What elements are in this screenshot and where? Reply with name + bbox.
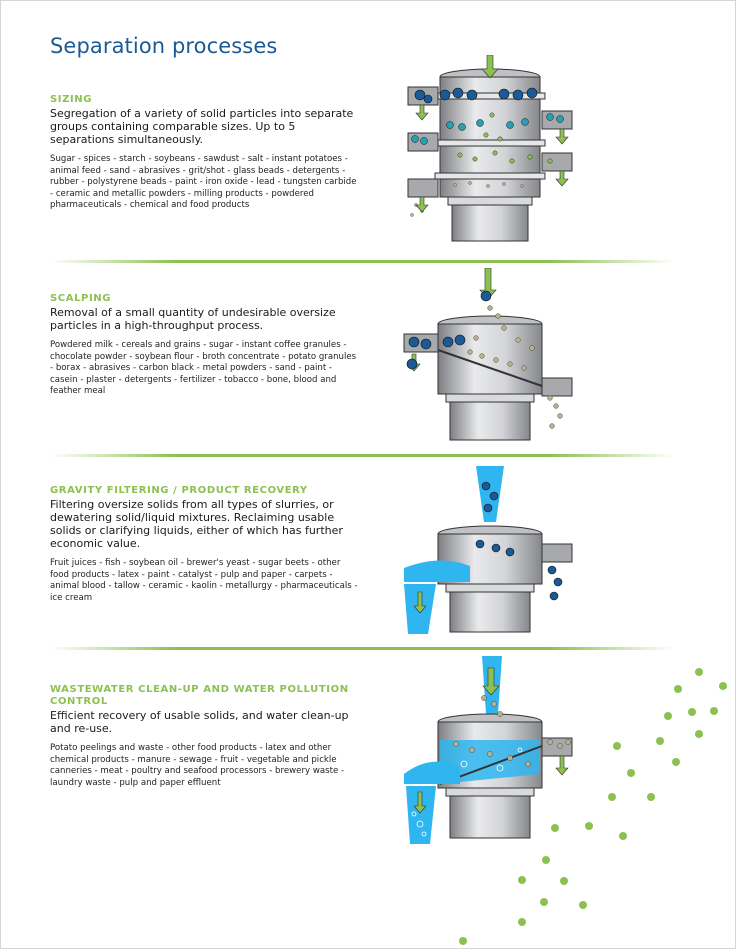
page-title: Separation processes — [50, 34, 278, 58]
section-description: Filtering oversize solids from all types of slurries, or dewatering solid/liquid mixtures. Reclaiming usable solids or clarifying liquids, either of which has further economic value. — [50, 498, 343, 550]
section-heading: GRAVITY FILTERING / PRODUCT RECOVERY — [50, 485, 308, 496]
section-applications: Powdered milk - cereals and grains - sugar - instant coffee granules - chocolate powder - soybean flour - broth concentrate - potato granules - borax - abrasives - carbon black - metal powders - sand - paint - casein - plaster - detergents - fertilizer - tobacco - bone, blood and feather meal — [50, 340, 357, 397]
section-description: Efficient recovery of usable solids, and water clean-up and re-use. — [50, 709, 349, 735]
section-applications: Sugar - spices - starch - soybeans - sawdust - salt - instant potatoes - animal feed - sand - abrasives - grit/shot - glass beads - detergents - rubber - polystyrene beads - paint - iron oxide - lead - tungsten carbide - ceramic and metallic powders - milling products - powdered pharmaceuticals - chemical and food products — [50, 154, 357, 211]
section-heading: SCALPING — [50, 293, 112, 304]
section-applications: Potato peelings and waste - other food products - latex and other chemical products - manure - sewage - fruit - vegetable and pickle canneries - meat - poultry and seafood processors - brewery waste - laundry waste - pulp and paper effluent — [50, 743, 345, 788]
section-description: Segregation of a variety of solid particles into separate groups containing comparable sizes. Up to 5 separations simultaneously. — [50, 107, 354, 146]
section-heading: SIZING — [50, 94, 93, 105]
section-description: Removal of a small quantity of undesirable oversize particles in a high-throughput process. — [50, 306, 336, 332]
section-heading: WASTEWATER CLEAN-UP AND WATER POLLUTION CONTROL — [50, 684, 349, 707]
section-applications: Fruit juices - fish - soybean oil - brewer's yeast - sugar beets - other food products - latex - paint - catalyst - pulp and paper - carpets - animal blood - tallow - ceramic - kaolin - metallurgy - pharmaceuticals - ice cream — [50, 558, 358, 603]
